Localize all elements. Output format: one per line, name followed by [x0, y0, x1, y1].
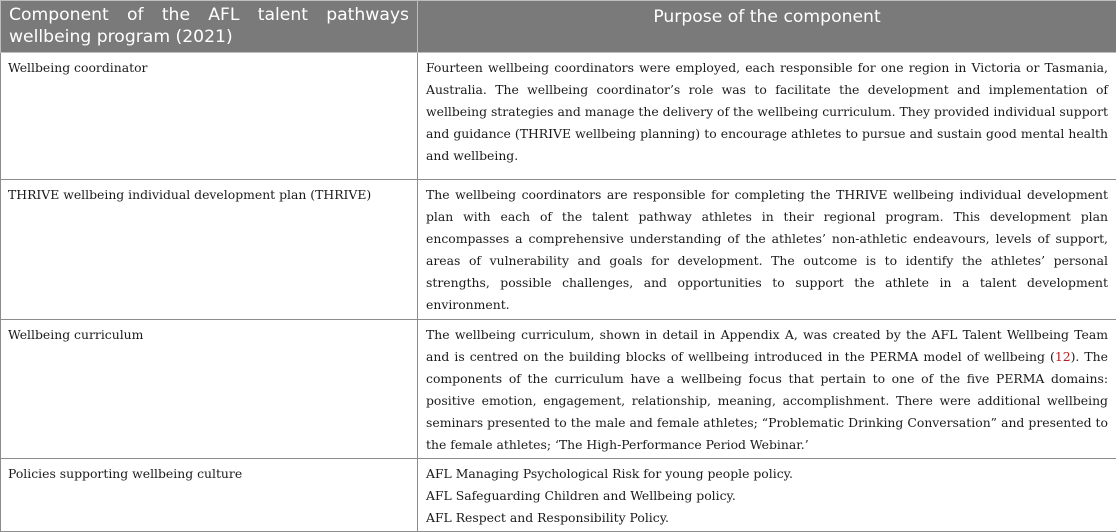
table-header — [1, 1, 1116, 53]
policy-line: AFL Managing Psychological Risk for young people policy. — [426, 463, 1108, 485]
component-cell: Wellbeing curriculum — [1, 319, 418, 459]
citation-link[interactable]: 12 — [1055, 349, 1071, 364]
component-column-header: Component of the AFL talent pathways wellbeing program (2021) — [1, 1, 418, 53]
purpose-cell — [418, 319, 1116, 459]
purpose-cell: The wellbeing coordinators are responsible for completing the THRIVE wellbeing individual development plan with each of the talent pathway athletes in their regional program. This development plan encompasses a comprehensive understanding of the athletes’ non-athletic endeavours, levels of support, areas of vulnerability and goals for development. The outcome is to identify the athletes’ personal strengths, possible challenges, and opportunities to support the athlete in a talent development environment. — [418, 180, 1116, 320]
header-row — [1, 1, 1116, 53]
purpose-column-header: Purpose of the component — [418, 1, 1116, 53]
component-cell: Wellbeing coordinator — [1, 53, 418, 180]
table-row — [1, 459, 1116, 532]
table-row — [1, 53, 1116, 180]
purpose-cell — [418, 459, 1116, 532]
table-row — [1, 319, 1116, 459]
policy-line: AFL Safeguarding Children and Wellbeing policy. — [426, 485, 1108, 507]
component-cell: Policies supporting wellbeing culture — [1, 459, 418, 532]
table-body — [1, 53, 1116, 532]
purpose-cell: Fourteen wellbeing coordinators were employed, each responsible for one region in Victoria or Tasmania, Australia. The wellbeing coordinator’s role was to facilitate the development and implementation of wellbeing strategies and manage the delivery of the wellbeing curriculum. They provided individual support and guidance (THRIVE wellbeing planning) to encourage athletes to pursue and sustain good mental health and wellbeing. — [418, 53, 1116, 180]
purpose-text-after-citation: ). The components of the curriculum have a wellbeing focus that pertain to one of the five PERMA domains: positive emotion, engagement, relationship, meaning, accomplishment. There were additional wellbeing seminars presented to the male and female athletes; “Problematic Drinking Conversation” and presented to the female athletes; ‘The High-Performance Period Webinar.’ — [426, 349, 1108, 452]
table-row — [1, 180, 1116, 320]
purpose-text-before-citation: The wellbeing curriculum, shown in detail in Appendix A, was created by the AFL Talent Wellbeing Team and is centred on the building blocks of wellbeing introduced in the PERMA model of wellbeing ( — [426, 327, 1108, 364]
policy-line: AFL Respect and Responsibility Policy. — [426, 507, 1108, 529]
component-cell: THRIVE wellbeing individual development plan (THRIVE) — [1, 180, 418, 320]
